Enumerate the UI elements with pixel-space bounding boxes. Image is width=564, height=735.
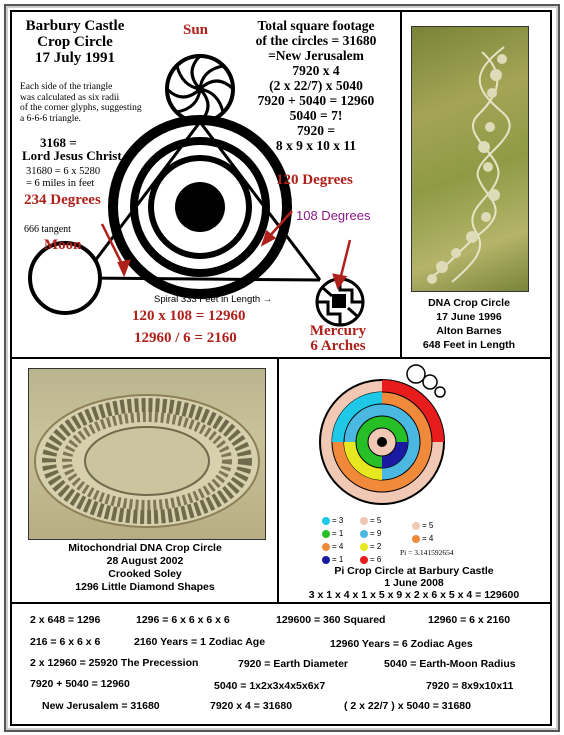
- triangle-note: [20, 82, 142, 124]
- sq-line-3: =New Jerusalem: [268, 48, 364, 63]
- mito-caption-line-4: 1296 Little Diamond Shapes: [75, 581, 215, 593]
- legend-swatch: [322, 530, 330, 538]
- legend-item: [360, 529, 381, 538]
- divider-middle-vertical: [277, 359, 279, 602]
- sq-line-4: 7920 x 4: [292, 63, 340, 78]
- square-footage-block: [232, 18, 400, 153]
- lord-line-1: 3168 =: [40, 135, 77, 150]
- legend-item: [360, 555, 381, 564]
- legend-swatch: [412, 535, 420, 543]
- pi-caption-line-3: 3 x 1 x 4 x 1 x 5 x 9 x 2 x 6 x 5 x 4 = 129600: [308, 589, 520, 601]
- mercury-line-2: 6 Arches: [310, 338, 366, 354]
- barbury-title-line-2: Crop Circle: [37, 34, 113, 50]
- sq-line-8: 7920 =: [296, 123, 336, 138]
- moon-label: Moon: [44, 237, 82, 253]
- dna-caption-line-1: DNA Crop Circle: [428, 297, 510, 309]
- lord-line-2: Lord Jesus Christ: [22, 148, 122, 163]
- equation-item: 7920 + 5040 = 12960: [30, 678, 130, 690]
- legend-text: = 4: [422, 534, 434, 543]
- divider-top-middle: [12, 357, 550, 359]
- dna-caption-line-3: Alton Barnes: [436, 325, 502, 337]
- equation-item: 12960 = 6 x 2160: [428, 614, 511, 626]
- equation-item: 7920 = Earth Diameter: [238, 658, 349, 670]
- sun-label: Sun: [183, 22, 209, 38]
- legend-text: = 2: [370, 542, 382, 551]
- equation-item: ( 2 x 22/7 ) x 5040 = 31680: [344, 700, 471, 712]
- legend-swatch: [322, 543, 330, 551]
- legend-swatch: [322, 517, 330, 525]
- miles-text: [26, 166, 100, 190]
- sq-line-6: 7920 + 5040 = 12960: [257, 93, 375, 108]
- legend-item: [412, 534, 433, 543]
- equation-item: 2160 Years = 1 Zodiac Age: [134, 636, 266, 648]
- spiral-label: Spiral 333 Feet in Length →: [154, 294, 273, 305]
- miles-line-1: 31680 = 6 x 5280: [26, 166, 101, 177]
- mito-caption: [14, 542, 276, 594]
- equation-item: 1296 = 6 x 6 x 6 x 6: [136, 614, 230, 626]
- dna-caption-line-4: 648 Feet in Length: [422, 339, 516, 351]
- mercury-label: [298, 324, 378, 354]
- mercury-line-1: Mercury: [309, 323, 367, 339]
- sq-line-1: Total square footage: [257, 18, 375, 33]
- equation-item: 7920 x 4 = 31680: [210, 700, 293, 712]
- lord-jesus-text: [22, 136, 122, 162]
- barbury-title-line-3: 17 July 1991: [34, 50, 115, 66]
- triangle-note-line-2: was calculated as six radii: [20, 92, 120, 103]
- legend-item: [322, 555, 343, 564]
- legend-swatch: [412, 522, 420, 530]
- equation-item: 7920 = 8x9x10x11: [426, 680, 514, 692]
- dna-caption-line-2: 17 June 1996: [436, 311, 502, 323]
- legend-text: = 1: [332, 555, 344, 564]
- divider-middle-bottom: [12, 602, 550, 604]
- legend-text: = 5: [370, 516, 382, 525]
- triangle-note-line-4: a 6-6-6 triangle.: [20, 113, 81, 124]
- legend-text: = 9: [370, 529, 382, 538]
- dna-caption: [402, 296, 536, 352]
- legend-text: = 4: [332, 542, 344, 551]
- legend-swatch: [360, 530, 368, 538]
- deg-120-label: 120 Degrees: [276, 172, 353, 188]
- legend-text: = 5: [422, 521, 434, 530]
- tangent-label: 666 tangent: [24, 224, 71, 235]
- equation-item: 129600 = 360 Squared: [276, 614, 386, 626]
- equation-item: 12960 Years = 6 Zodiac Ages: [330, 638, 473, 650]
- equation-120x108: 120 x 108 = 12960: [132, 308, 246, 324]
- triangle-note-line-3: of the corner glyphs, suggesting: [20, 103, 142, 113]
- legend-text: = 1: [332, 529, 344, 538]
- legend-item: [360, 516, 381, 525]
- triangle-note-line-1: Each side of the triangle: [20, 82, 113, 92]
- mito-caption-line-2: 28 August 2002: [106, 555, 184, 567]
- legend-item: [412, 521, 433, 530]
- legend-swatch: [360, 543, 368, 551]
- legend-item: [322, 529, 343, 538]
- legend-swatch: [360, 556, 368, 564]
- equation-item: 5040 = 1x2x3x4x5x6x7: [214, 680, 326, 692]
- miles-line-2: = 6 miles in feet: [26, 178, 95, 189]
- legend-item: [322, 542, 343, 551]
- pi-caption: [280, 565, 548, 601]
- equation-12960-div-6: 12960 / 6 = 2160: [134, 330, 237, 346]
- legend-text: = 3: [332, 516, 344, 525]
- mito-ring-shape: [29, 369, 265, 539]
- deg-234-label: 234 Degrees: [24, 192, 101, 208]
- mitochondrial-crop-circle-photo: [28, 368, 266, 540]
- mito-caption-line-3: Crooked Soley: [108, 568, 182, 580]
- equation-item: 5040 = Earth-Moon Radius: [384, 658, 516, 670]
- mito-caption-line-1: Mitochondrial DNA Crop Circle: [68, 542, 222, 554]
- legend-item: [322, 516, 343, 525]
- sun-glyph-icon: [167, 56, 233, 122]
- legend-item: [360, 542, 381, 551]
- pi-caption-line-1: Pi Crop Circle at Barbury Castle: [334, 565, 494, 577]
- sq-line-9: 8 x 9 x 10 x 11: [275, 138, 357, 153]
- pi-value: Pi = 3.141592654: [400, 548, 454, 557]
- barbury-title-line-1: Barbury Castle: [25, 18, 125, 34]
- legend-swatch: [322, 556, 330, 564]
- equation-item: 216 = 6 x 6 x 6: [30, 636, 101, 648]
- sq-line-2: of the circles = 31680: [255, 33, 377, 48]
- sq-line-7: 5040 = 7!: [289, 108, 343, 123]
- sq-line-5: (2 x 22/7) x 5040: [269, 78, 363, 93]
- barbury-title: [20, 18, 130, 66]
- dna-crop-circle-photo: [411, 26, 529, 292]
- pi-crop-circle-diagram: [318, 364, 454, 512]
- equation-item: 2 x 648 = 1296: [30, 614, 101, 626]
- equation-item: New Jerusalem = 31680: [42, 700, 160, 712]
- pi-caption-line-2: 1 June 2008: [384, 577, 444, 589]
- equation-item: 2 x 12960 = 25920 The Precession: [30, 657, 199, 669]
- deg-108-label: 108 Degrees: [296, 208, 371, 223]
- legend-swatch: [360, 517, 368, 525]
- legend-text: = 6: [370, 555, 382, 564]
- dna-helix-shape: [412, 27, 528, 291]
